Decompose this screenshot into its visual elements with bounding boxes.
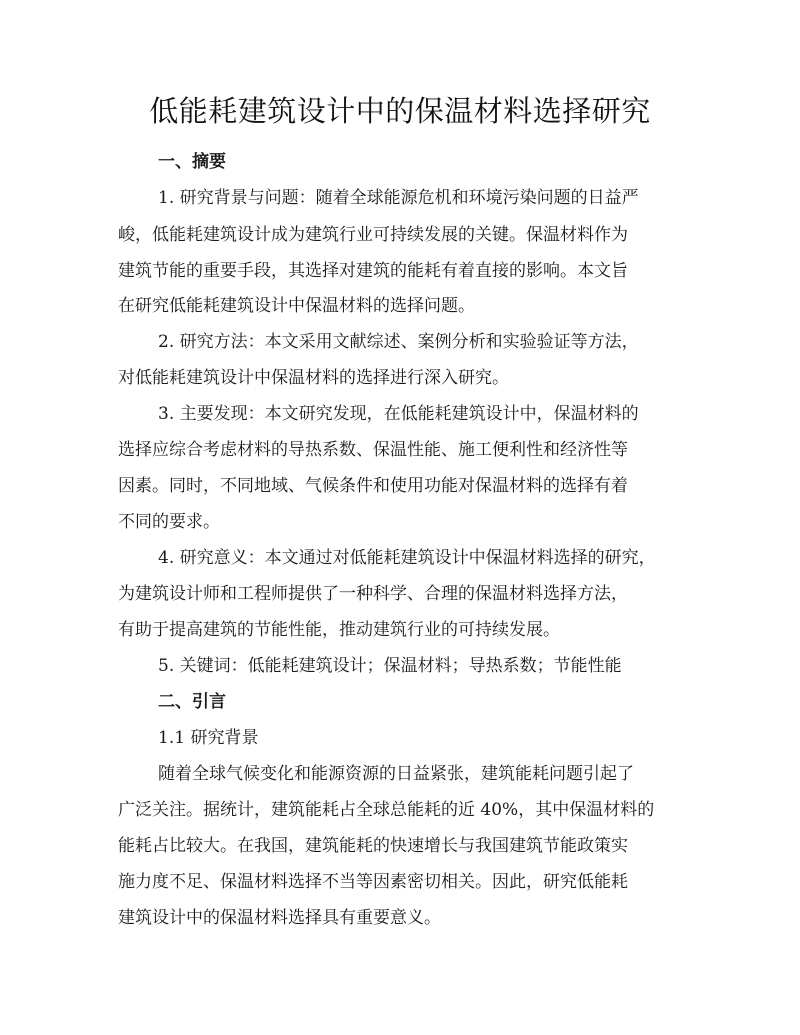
page-title: 低能耗建筑设计中的保温材料选择研究 [149,94,651,128]
abstract-item-3-line-1: 3. 主要发现：本文研究发现，在低能耗建筑设计中，保温材料的 [158,404,639,424]
background-paragraph-line-1: 随着全球气候变化和能源资源的日益紧张，建筑能耗问题引起了 [158,764,634,784]
background-paragraph-line-3: 能耗占比较大。在我国，建筑能耗的快速增长与我国建筑节能政策实 [118,836,628,856]
abstract-item-5-keywords: 5. 关键词：低能耗建筑设计；保温材料；导热系数；节能性能 [158,656,622,676]
abstract-item-1-line-2: 峻，低能耗建筑设计成为建筑行业可持续发展的关键。保温材料作为 [118,225,628,245]
abstract-item-3-line-4: 不同的要求。 [118,512,220,532]
background-paragraph-line-4: 施力度不足、保温材料选择不当等因素密切相关。因此，研究低能耗 [118,872,628,892]
abstract-item-2-line-2: 对低能耗建筑设计中保温材料的选择进行深入研究。 [118,368,509,388]
section-heading-abstract: 一、摘要 [158,152,226,172]
abstract-item-2-line-1: 2. 研究方法：本文采用文献综述、案例分析和实验验证等方法， [158,332,639,352]
abstract-item-3-line-2: 选择应综合考虑材料的导热系数、保温性能、施工便利性和经济性等 [118,440,628,460]
abstract-item-4-line-1: 4. 研究意义：本文通过对低能耗建筑设计中保温材料选择的研究， [158,548,656,568]
abstract-item-1-line-3: 建筑节能的重要手段，其选择对建筑的能耗有着直接的影响。本文旨 [118,261,628,281]
section-heading-introduction: 二、引言 [158,692,226,712]
background-paragraph-line-5: 建筑设计中的保温材料选择具有重要意义。 [118,908,441,928]
abstract-item-4-line-2: 为建筑设计师和工程师提供了一种科学、合理的保温材料选择方法， [118,584,628,604]
abstract-item-4-line-3: 有助于提高建筑的节能性能，推动建筑行业的可持续发展。 [118,620,560,640]
background-paragraph-line-2: 广泛关注。据统计，建筑能耗占全球总能耗的近 40%，其中保温材料的 [118,800,655,820]
subsection-heading-1-1: 1.1 研究背景 [158,728,259,748]
abstract-item-1-line-1: 1. 研究背景与问题：随着全球能源危机和环境污染问题的日益严 [158,188,639,208]
abstract-item-1-line-4: 在研究低能耗建筑设计中保温材料的选择问题。 [118,296,475,316]
abstract-item-3-line-3: 因素。同时，不同地域、气候条件和使用功能对保温材料的选择有着 [118,476,628,496]
